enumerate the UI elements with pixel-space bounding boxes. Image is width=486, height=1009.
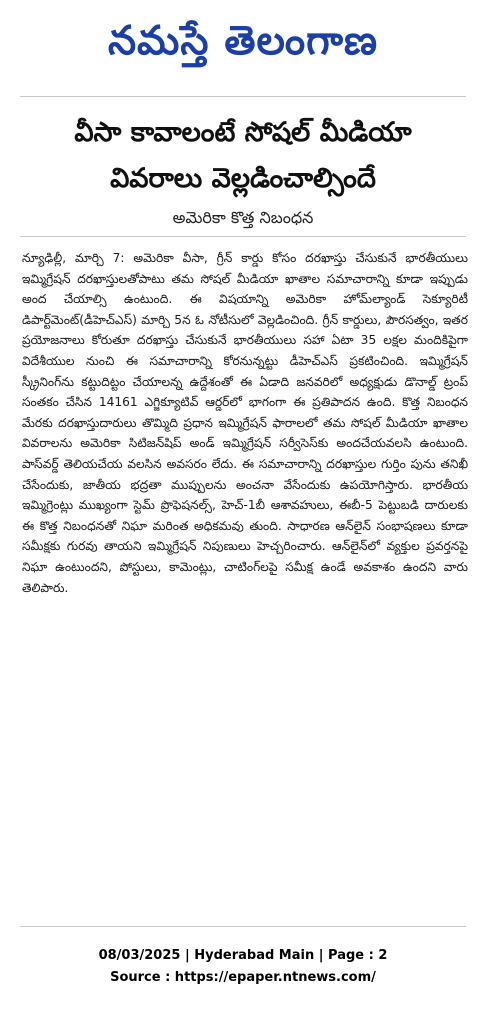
headline-line-1: వీసా కావాలంటే సోషల్ మీడియా — [74, 117, 412, 148]
footer-divider — [20, 926, 466, 927]
subheadline-divider — [20, 236, 466, 237]
edition-info: 08/03/2025 | Hyderabad Main | Page : 2 — [98, 948, 388, 963]
source-link[interactable]: Source : https://epaper.ntnews.com/ — [110, 970, 376, 985]
newspaper-logo: నమస్తే తెలంగాణ — [107, 18, 379, 64]
article-subheadline: అమెరికా కొత్త నిబంధన — [172, 208, 314, 227]
article-headline — [14, 110, 472, 202]
masthead-divider — [20, 96, 466, 97]
masthead — [0, 0, 486, 92]
article-body: న్యూఢిల్లీ, మార్చి 7: అమెరికా వీసా, గ్రీన్ కార్డు కోసం దరఖాస్తు చేసుకునే భారతీయులు ఇమ్మిగ్రేషన్ దరఖాస్తులతోపాటు తమ సోషల్ మీడియా ఖాతాల సమాచారాన్ని కూడా ఇప్పుడు అంద చేయాల్సి ఉంటుంది. ఈ విషయాన్ని అమెరికా హోమ్‌ల్యాండ్ సెక్యూరిటీ డిపార్ట్‌మెంట్(డీహెచ్‌ఎస్) మార్చి 5న ఓ నోటీసులో వెల్లడించింది. గ్రీన్ కార్డులు, పౌరసత్వం, ఇతర ప్రయోజనాలు కోరుతూ దరఖాస్తు చేసుకునే భారతీయులు సహా ఏటా 35 లక్షల మందికిపైగా విదేశీయుల నుంచి ఈ సమాచారాన్ని కోరనున్నట్టు డీహెచ్‌ఎస్ ప్రకటించింది. ఇమ్మిగ్రేషన్ స్క్రీనింగ్‌ను కట్టుదిట్టం చేయాలన్న ఉద్దేశంతో ఈ ఏడాది జనవరిలో అధ్యక్షుడు డొనాల్డ్ ట్రంప్ సంతకం చేసిన 14161 ఎగ్జిక్యూటివ్ ఆర్డర్‌లో భాగంగా ఈ ప్రతిపాదన ఉంది. కొత్త నిబంధన మేరకు దరఖాస్తుదారులు తొమ్మిది ప్రధాన ఇమ్మిగ్రేషన్ ఫారాలలో తమ సోషల్ మీడియా ఖాతాల వివరాలను అమెరికా సిటిజన్‌షిప్ అండ్ ఇమ్మిగ్రేషన్ సర్వీసెస్‌కు అందచేయవలసి ఉంటుంది. పాస్‌వర్డ్ తెలియచేయ వలసిన అవసరం లేదు. ఈ సమాచారాన్ని దరఖాస్తుల గుర్తిం పును తనిఖీ చేసేందుకు, జాతీయ భద్రతా ముప్పులను అంచనా వేసేందుకు ఉపయోగిస్తారు. భారతీయ ఇమ్మిగ్రెంట్లు ముఖ్యంగా స్టెమ్ ప్రొఫెషనల్స్, హెచ్-1బీ ఆశావహులు, ఈబీ-5 పెట్టుబడి దారులకు ఈ కొత్త నిబంధనతో నిఘా మరింత అధికమవు తుంది. సాధారణ ఆన్‌లైన్ సంభాషణలు కూడా సమీక్షకు గురవు తాయని ఇమ్మిగ్రేషన్ నిపుణులు హెచ్చరించారు. ఆన్‌లైన్‌లో వ్యక్తుల ప్రవర్తనపై నిఘా ఉంటుందని, పోస్టులు, కామెంట్లు, చాటింగ్‌లపై సమీక్ష ఉండే అవకాశం ఉందని వారు తెలిపారు. — [22, 251, 468, 595]
headline-line-2: వివరాలు వెల్లడించాల్సిందే — [110, 163, 376, 194]
